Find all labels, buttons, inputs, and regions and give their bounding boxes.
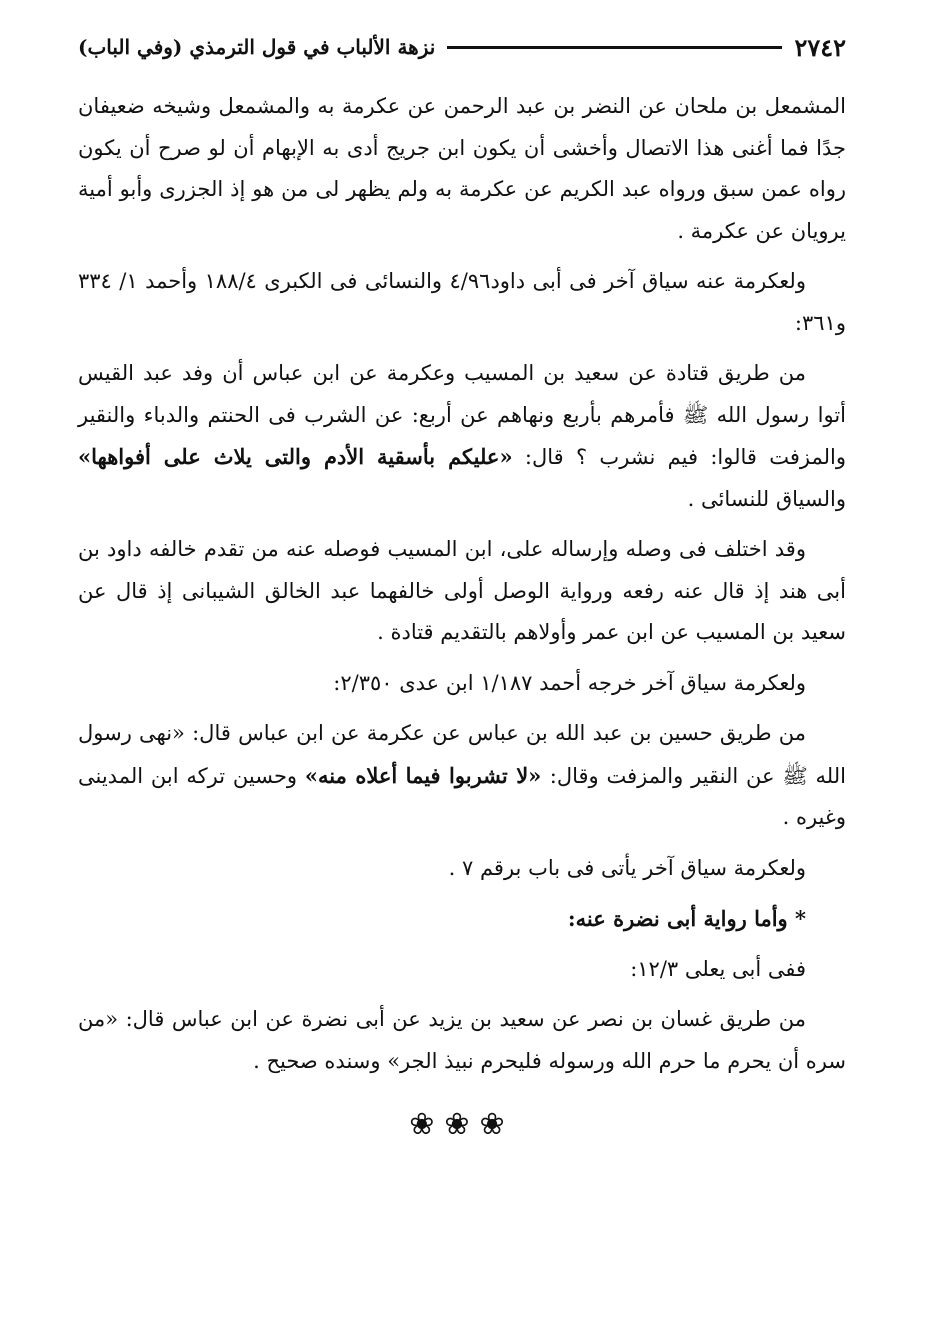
ornament-flowers-icon: ❀❀❀ bbox=[409, 1107, 515, 1142]
page-body bbox=[78, 86, 846, 1146]
header-rule bbox=[447, 46, 782, 49]
paragraph: ففى أبى يعلى ١٢/٣: bbox=[630, 956, 806, 981]
paragraph: ولعكرمة سياق آخر يأتى فى باب برقم ٧ . bbox=[448, 855, 806, 880]
text-run: وسنده صحيح . bbox=[253, 1048, 388, 1073]
hadith-quote: «لا تشربوا فيما أعلاه منه» bbox=[304, 762, 550, 788]
text-run: من طريق قتادة عن سعيد بن المسيب وعكرمة عن ابن عباس أن وفد عبد القيس أتوا رسول الله ﷺ فأمرهم بأربع ونهاهم عن أربع: عن الشرب فى الحنتم والدباء والنقير والمزفت قالوا: فيم نشرب ؟ قال: bbox=[78, 361, 846, 469]
hadith-quote: «من سره أن يحرم ما حرم الله ورسوله فليحرم نبيذ الجر» bbox=[78, 1007, 846, 1073]
text-run: وحسين تركه ابن المدينى وغيره . bbox=[78, 763, 846, 829]
text-run: من طريق حسين بن عبد الله بن عباس عن عكرمة عن ابن عباس قال: bbox=[184, 721, 806, 745]
paragraph bbox=[78, 713, 846, 839]
paragraph: وقد اختلف فى وصله وإرساله على، ابن المسيب فوصله عنه من تقدم خالفه داود بن أبى هند إذ قال عنه رفعه ورواية الوصل أولى خالفهما عبد الخالق الشيبانى إذ قال عن سعيد بن المسيب عن ابن عمر وأولاهم بالتقديم قتادة . bbox=[78, 537, 846, 644]
running-title: نزهة الألباب في قول الترمذي (وفي الباب) bbox=[78, 35, 436, 59]
paragraph: ولعكرمة عنه سياق آخر فى أبى داود٤/٩٦ والنسائى فى الكبرى ١٨٨/٤ وأحمد ١/ ٣٣٤ و٣٦١: bbox=[78, 269, 846, 335]
hadith-quote: «نهى رسول الله ﷺ عن النقير والمزفت وقال: bbox=[78, 721, 846, 788]
text-run: من طريق غسان بن نصر عن سعيد بن يزيد عن أبى نضرة عن ابن عباس قال: bbox=[118, 1007, 806, 1031]
paragraph bbox=[78, 999, 846, 1082]
paragraph: المشمعل بن ملحان عن النضر بن عبد الرحمن عن عكرمة به والمشمعل وشيخه ضعيفان جدًا فما أغنى هذا الاتصال وأخشى أن يكون ابن جريج أدى به الإبهام أن لو صرح أن يكون رواه عمن سبق ورواه عبد الكريم عن عكرمة به ولم يظهر لى من هو إذ الجزرى وأبو أمية يرويان عن عكرمة . bbox=[78, 94, 846, 243]
page-header bbox=[78, 30, 846, 64]
paragraph: ولعكرمة سياق آخر خرجه أحمد ١/١٨٧ ابن عدى ٢/٣٥٠: bbox=[333, 670, 806, 695]
paragraph bbox=[78, 353, 846, 520]
page-number: ٢٧٤٢ bbox=[794, 32, 846, 62]
text-run: والسياق للنسائى . bbox=[687, 486, 846, 511]
hadith-quote: «عليكم بأسقية الأدم والتى يلاث على أفواهها» bbox=[78, 444, 513, 469]
section-heading: * وأما رواية أبى نضرة عنه: bbox=[567, 906, 806, 931]
